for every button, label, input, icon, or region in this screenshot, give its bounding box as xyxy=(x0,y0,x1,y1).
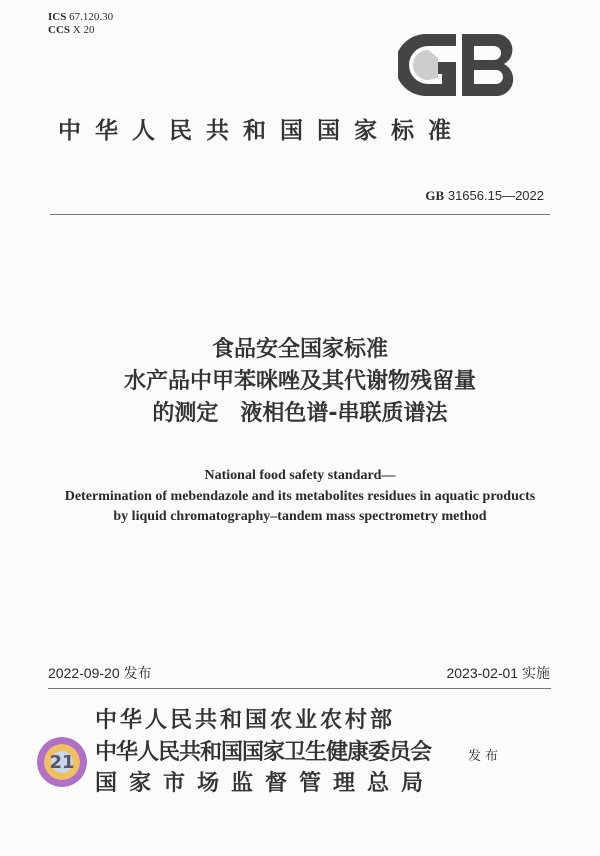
issuer-agriculture: 中华人民共和国农业农村部 xyxy=(95,707,396,733)
standard-number xyxy=(425,188,544,204)
anti-counterfeit-seal-icon xyxy=(37,737,87,787)
ics-code: 67.120.30 xyxy=(69,11,114,23)
chinese-title xyxy=(0,334,600,430)
standard-prefix: GB xyxy=(425,188,445,203)
gb-logo-icon xyxy=(398,28,522,102)
implementation-date: 2023-02-01 实施 xyxy=(446,665,550,681)
english-title-line: by liquid chromatography–tandem mass spectrometry method xyxy=(113,509,487,524)
english-title-line: Determination of mebendazole and its metabolites residues in aquatic products xyxy=(64,488,536,504)
chinese-title-line: 食品安全国家标准 xyxy=(211,337,388,362)
ccs-code: X 20 xyxy=(72,24,95,36)
issued-by-label: 发布 xyxy=(468,749,503,764)
classification-codes xyxy=(48,11,113,37)
header-divider xyxy=(50,214,550,215)
issuer-market-regulation: 国家市场监督管理总局 xyxy=(95,770,436,796)
issuer-health: 中华人民共和国国家卫生健康委员会 xyxy=(95,739,432,765)
national-standard-title: 中华人民共和国国家标准 xyxy=(58,118,465,144)
chinese-title-line: 的测定 液相色谱-串联质谱法 xyxy=(152,401,448,426)
seal-text: 21 xyxy=(49,751,75,773)
date-divider xyxy=(48,688,551,689)
ccs-label: CCS xyxy=(48,24,71,36)
english-title-line: National food safety standard— xyxy=(204,468,396,483)
standard-code: 31656.15—2022 xyxy=(447,188,544,203)
english-title xyxy=(0,466,600,528)
issue-date: 2022-09-20 发布 xyxy=(48,665,152,681)
chinese-title-line: 水产品中甲苯咪唑及其代谢物残留量 xyxy=(123,369,476,394)
ics-label: ICS xyxy=(48,11,67,23)
